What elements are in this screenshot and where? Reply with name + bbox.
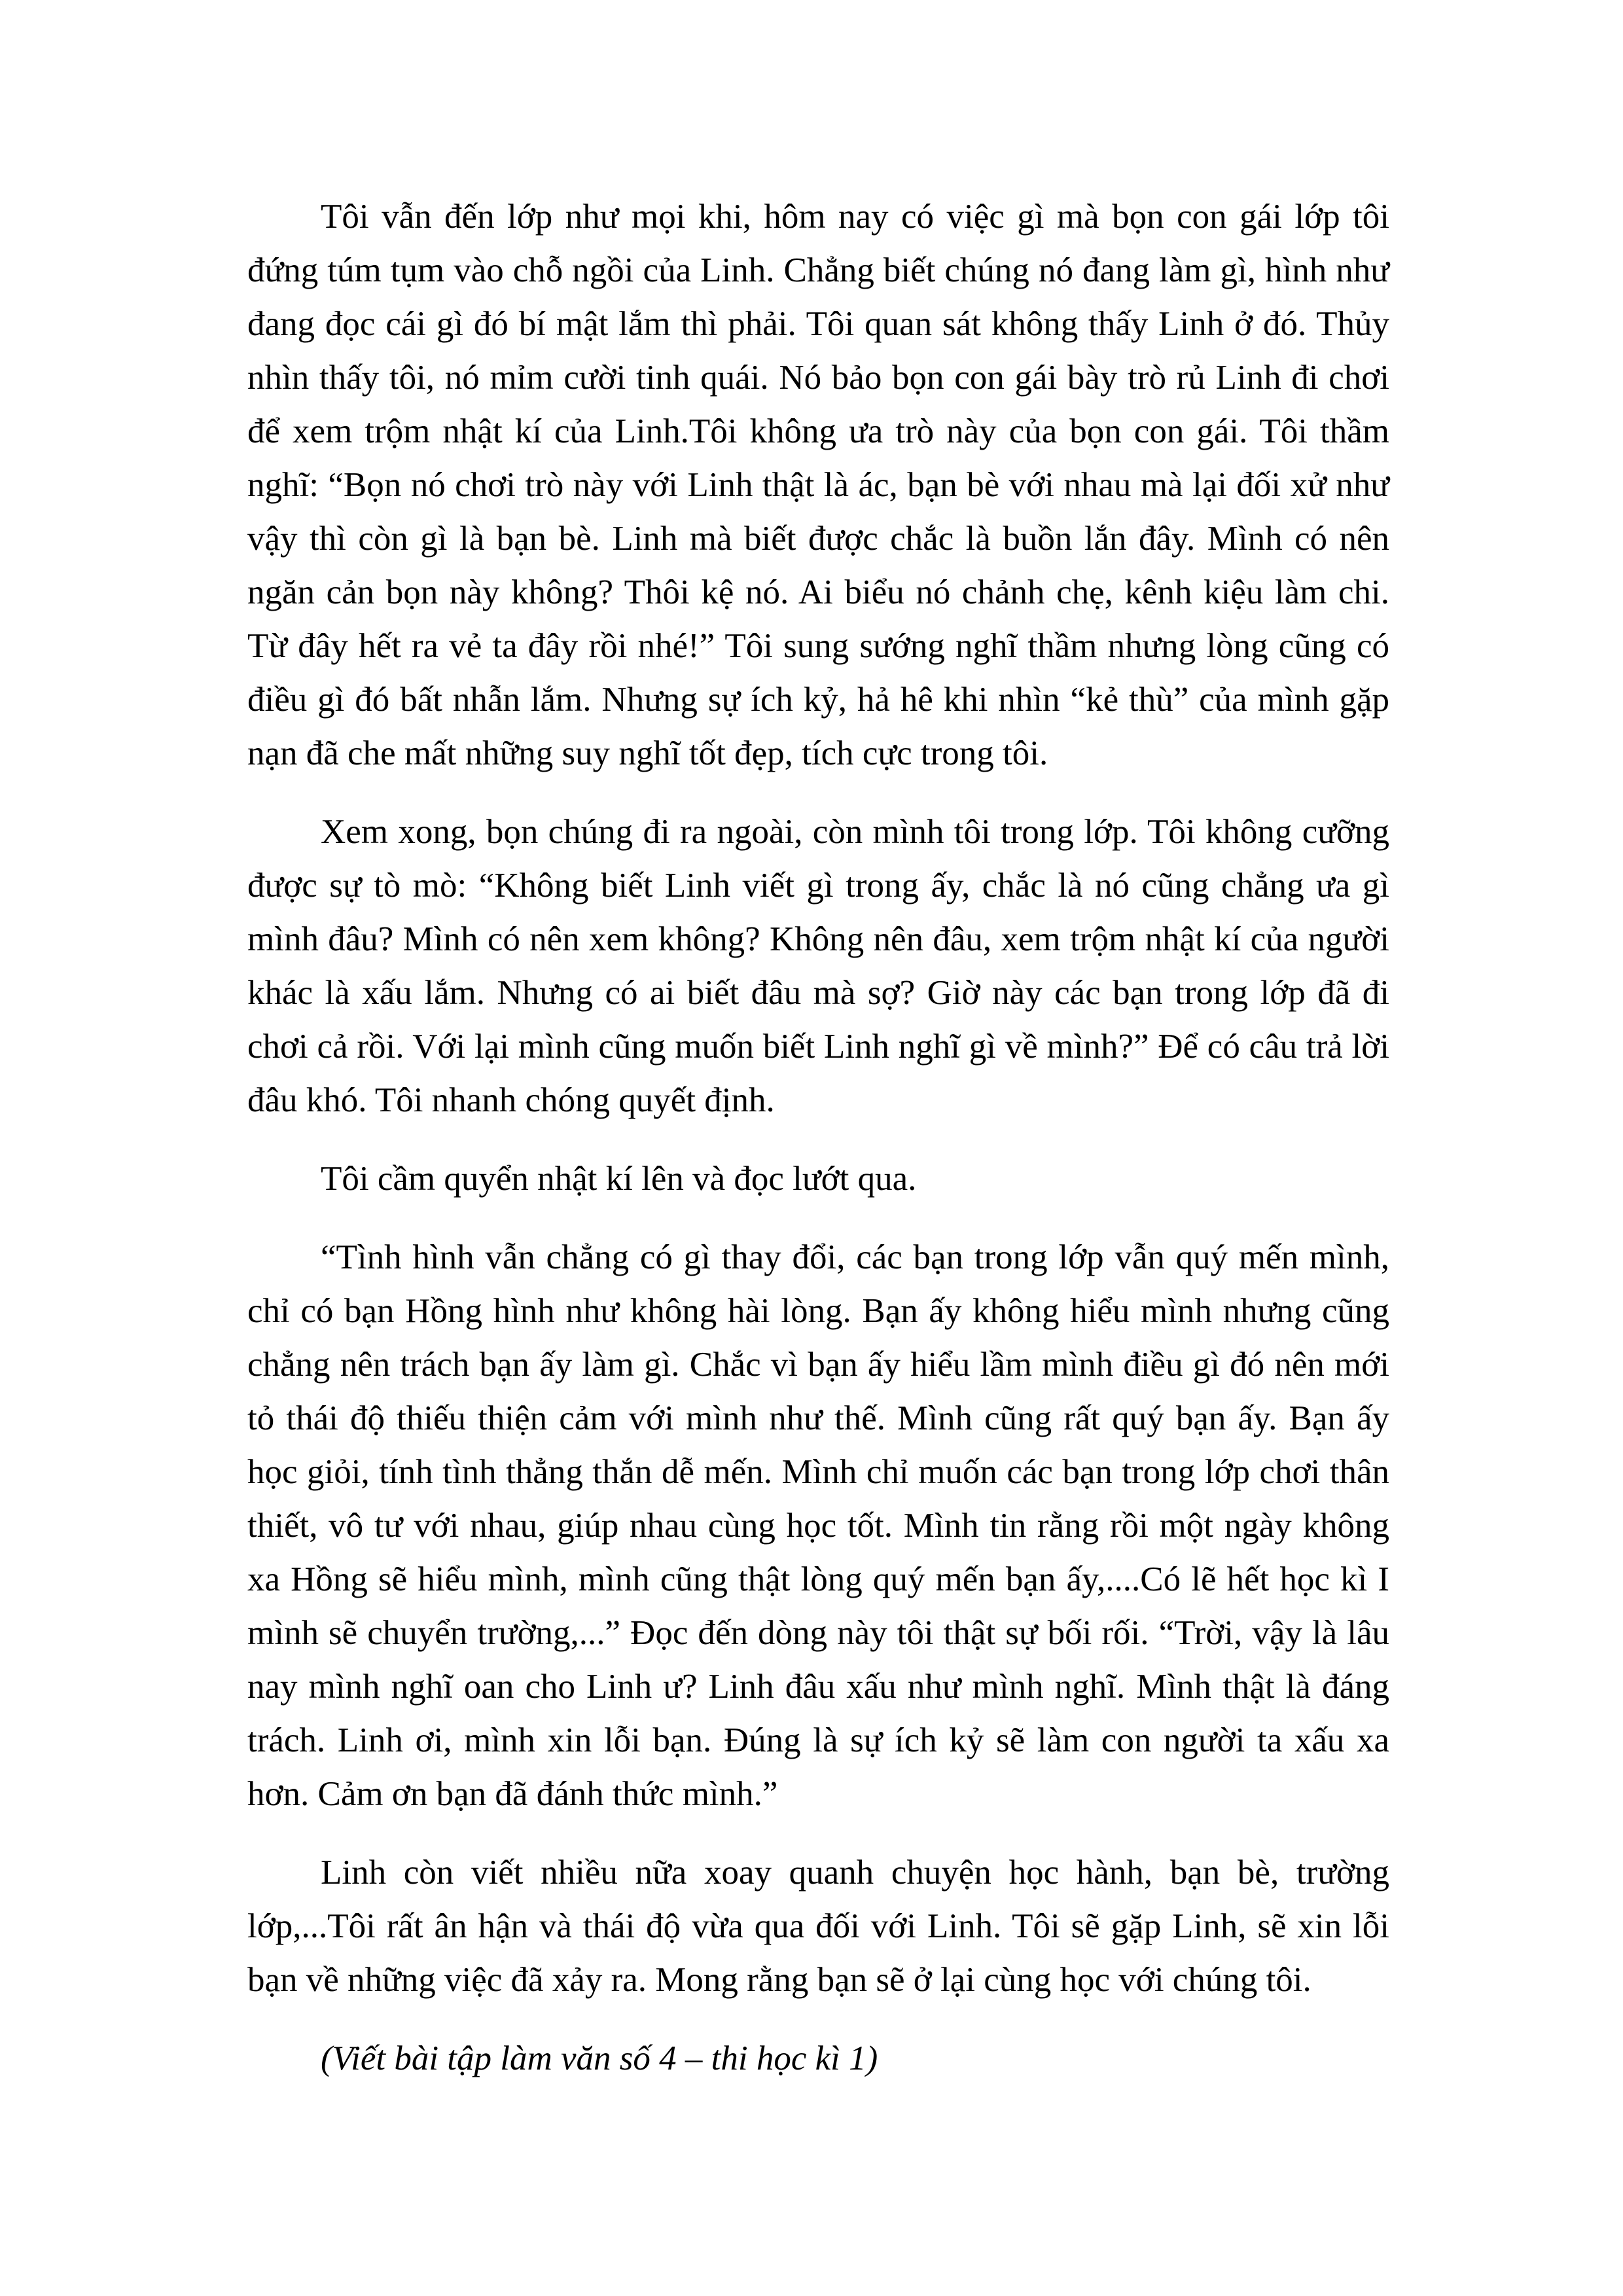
- source-note: (Viết bài tập làm văn số 4 – thi học kì 1): [321, 2039, 878, 2077]
- paragraph-3: Tôi cầm quyển nhật kí lên và đọc lướt qua.: [321, 1160, 917, 1198]
- paragraph-4: “Tình hình vẫn chẳng có gì thay đổi, các bạn trong lớp vẫn quý mến mình, chỉ có bạn Hồng hình như không hài lòng. Bạn ấy không hiểu mình nhưng cũng chẳng nên trách bạn ấy làm gì. Chắc vì bạn ấy hiểu lầm mình điều gì đó nên mới tỏ thái độ thiếu thiện cảm với mình như thế. Mình cũng rất quý bạn ấy. Bạn ấy học giỏi, tính tình thẳng thắn dễ mến. Mình chỉ muốn các bạn trong lớp chơi thân thiết, vô tư với nhau, giúp nhau cùng học tốt. Mình tin rằng rồi một ngày không xa Hồng sẽ hiểu mình, mình cũng thật lòng quý mến bạn ấy,....Có lẽ hết học kì I mình sẽ chuyển trường,...” Đọc đến dòng này tôi thật sự bối rối. “Trời, vậy là lâu nay mình nghĩ oan cho Linh ư? Linh đâu xấu như mình nghĩ. Mình thật là đáng trách. Linh ơi, mình xin lỗi bạn. Đúng là sự ích kỷ sẽ làm con người ta xấu xa hơn. Cảm ơn bạn đã đánh thức mình.”: [247, 1238, 1389, 1813]
- paragraph-2: Xem xong, bọn chúng đi ra ngoài, còn mình tôi trong lớp. Tôi không cưỡng được sự tò mò: “Không biết Linh viết gì trong ấy, chắc là nó cũng chẳng ưa gì mình đâu? Mình có nên xem không? Không nên đâu, xem trộm nhật kí của người khác là xấu lắm. Nhưng có ai biết đâu mà sợ? Giờ này các bạn trong lớp đã đi chơi cả rồi. Với lại mình cũng muốn biết Linh nghĩ gì về mình?” Để có câu trả lời đâu khó. Tôi nhanh chóng quyết định.: [247, 813, 1389, 1119]
- paragraph-1: Tôi vẫn đến lớp như mọi khi, hôm nay có việc gì mà bọn con gái lớp tôi đứng túm tụm vào chỗ ngồi của Linh. Chẳng biết chúng nó đang làm gì, hình như đang đọc cái gì đó bí mật lắm thì phải. Tôi quan sát không thấy Linh ở đó. Thủy nhìn thấy tôi, nó mỉm cười tinh quái. Nó bảo bọn con gái bày trò rủ Linh đi chơi để xem trộm nhật kí của Linh.Tôi không ưa trò này của bọn con gái. Tôi thầm nghĩ: “Bọn nó chơi trò này với Linh thật là ác, bạn bè với nhau mà lại đối xử như vậy thì còn gì là bạn bè. Linh mà biết được chắc là buồn lắn đây. Mình có nên ngăn cản bọn này không? Thôi kệ nó. Ai biểu nó chảnh chẹ, kênh kiệu làm chi. Từ đây hết ra vẻ ta đây rồi nhé!” Tôi sung sướng nghĩ thầm nhưng lòng cũng có điều gì đó bất nhẫn lắm. Nhưng sự ích kỷ, hả hê khi nhìn “kẻ thù” của mình gặp nạn đã che mất những suy nghĩ tốt đẹp, tích cực trong tôi.: [247, 198, 1389, 772]
- essay-body: [247, 190, 1389, 2085]
- paragraph-5: Linh còn viết nhiều nữa xoay quanh chuyện học hành, bạn bè, trường lớp,...Tôi rất ân hận và thái độ vừa qua đối với Linh. Tôi sẽ gặp Linh, sẽ xin lỗi bạn về những việc đã xảy ra. Mong rằng bạn sẽ ở lại cùng học với chúng tôi.: [247, 1854, 1389, 1999]
